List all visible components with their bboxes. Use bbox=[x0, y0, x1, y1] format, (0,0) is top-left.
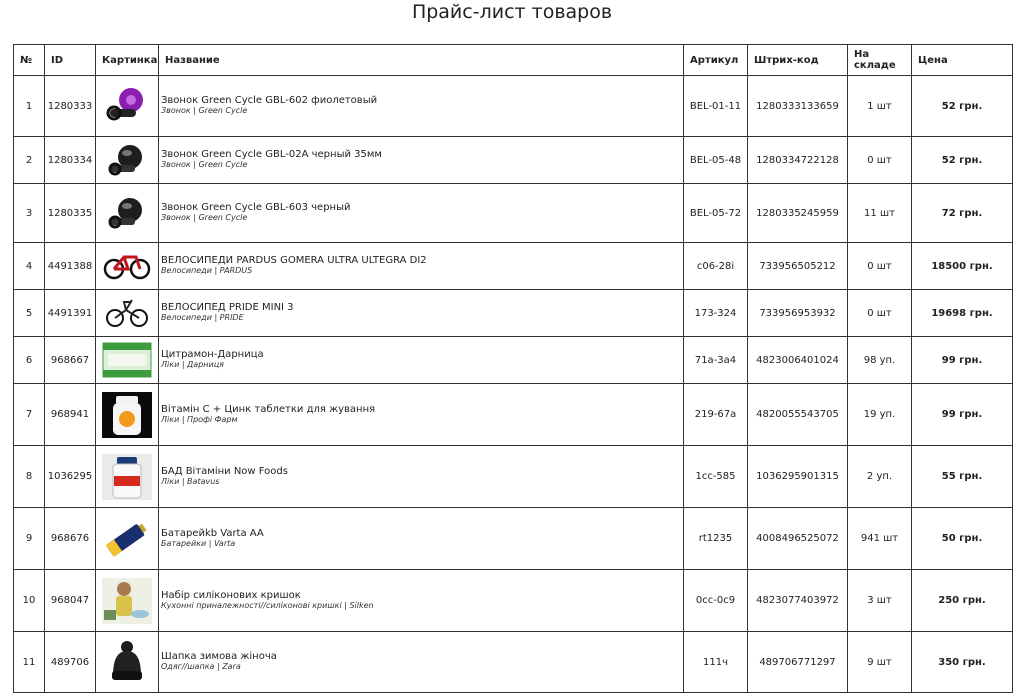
product-image bbox=[96, 76, 159, 137]
product-sku: BEL-05-72 bbox=[684, 184, 748, 243]
product-name-cell bbox=[159, 290, 684, 337]
product-stock: 0 шт bbox=[848, 137, 912, 184]
product-sku: 173-324 bbox=[684, 290, 748, 337]
product-name: ВЕЛОСИПЕД PRIDE MINI 3 bbox=[161, 302, 294, 313]
product-sku: 219-67a bbox=[684, 384, 748, 446]
col-sku-header: Артикул bbox=[684, 45, 748, 76]
product-image bbox=[96, 184, 159, 243]
row-id: 1280333 bbox=[45, 76, 96, 137]
product-barcode: 733956505212 bbox=[748, 243, 848, 290]
product-price: 99 грн. bbox=[912, 337, 1013, 384]
battery-icon bbox=[96, 516, 158, 562]
product-stock: 98 уп. bbox=[848, 337, 912, 384]
row-num: 1 bbox=[14, 76, 45, 137]
row-id: 968941 bbox=[45, 384, 96, 446]
product-category: Ліки | Дарниця bbox=[161, 360, 224, 369]
product-barcode: 4823006401024 bbox=[748, 337, 848, 384]
table-row bbox=[14, 290, 1013, 337]
col-image-header: Картинка bbox=[96, 45, 159, 76]
product-name-cell bbox=[159, 384, 684, 446]
row-num: 9 bbox=[14, 508, 45, 570]
table-row bbox=[14, 570, 1013, 632]
product-name: БАД Вітаміни Now Foods bbox=[161, 465, 288, 477]
row-id: 968667 bbox=[45, 337, 96, 384]
product-name: Звонок Green Cycle GBL-603 черный bbox=[161, 202, 351, 213]
product-name-cell bbox=[159, 570, 684, 632]
product-name-cell bbox=[159, 508, 684, 570]
page-title: Прайс-лист товаров bbox=[411, 1, 613, 23]
product-name-cell bbox=[159, 243, 684, 290]
road-bike-icon bbox=[96, 243, 158, 289]
product-name: ВЕЛОСИПЕДИ PARDUS GOMERA ULTRA ULTEGRA DI2 bbox=[161, 255, 427, 266]
product-category: Велосипеди | PARDUS bbox=[161, 266, 253, 275]
product-sku: BEL-01-11 bbox=[684, 76, 748, 137]
product-price: 250 грн. bbox=[912, 570, 1013, 632]
product-image bbox=[96, 137, 159, 184]
row-id: 4491391 bbox=[45, 290, 96, 337]
product-category: Одяг//шапка | Zara bbox=[161, 662, 241, 671]
product-sku: c06-28i bbox=[684, 243, 748, 290]
product-barcode: 1280335245959 bbox=[748, 184, 848, 243]
col-id-header: ID bbox=[45, 45, 96, 76]
row-num: 2 bbox=[14, 137, 45, 184]
black-bell-icon bbox=[96, 190, 158, 236]
table-row bbox=[14, 76, 1013, 137]
table-row bbox=[14, 184, 1013, 243]
row-id: 968676 bbox=[45, 508, 96, 570]
col-stock-header: На складе bbox=[848, 45, 912, 76]
product-category: Звонок | Green Cycle bbox=[161, 213, 248, 222]
product-name: Набір силіконових кришок bbox=[161, 589, 301, 601]
row-id: 1280334 bbox=[45, 137, 96, 184]
pill-pack-icon bbox=[96, 337, 158, 383]
product-category: Кухонні приналежності//силіконові кришкі | Silken bbox=[161, 600, 374, 610]
row-num: 11 bbox=[14, 632, 45, 693]
purple-bell-icon bbox=[96, 83, 158, 129]
black-bell-icon bbox=[96, 137, 158, 183]
row-num: 3 bbox=[14, 184, 45, 243]
row-num: 8 bbox=[14, 446, 45, 508]
product-name-cell bbox=[159, 184, 684, 243]
product-name: Шапка зимова жіноча bbox=[161, 651, 277, 662]
table-row bbox=[14, 446, 1013, 508]
table-row bbox=[14, 337, 1013, 384]
col-price-header: Цена bbox=[912, 45, 1013, 76]
product-stock: 2 уп. bbox=[848, 446, 912, 508]
winter-hat-icon bbox=[96, 639, 158, 685]
product-name: Батарейkb Varta AA bbox=[161, 527, 264, 539]
supplement-bottle-icon bbox=[96, 454, 158, 500]
product-stock: 3 шт bbox=[848, 570, 912, 632]
row-id: 1280335 bbox=[45, 184, 96, 243]
product-barcode: 4008496525072 bbox=[748, 508, 848, 570]
product-stock: 11 шт bbox=[848, 184, 912, 243]
product-image bbox=[96, 446, 159, 508]
row-num: 4 bbox=[14, 243, 45, 290]
product-price: 18500 грн. bbox=[912, 243, 1013, 290]
product-image bbox=[96, 290, 159, 337]
product-name: Вітамін С + Цинк таблетки для жування bbox=[161, 403, 376, 415]
product-stock: 9 шт bbox=[848, 632, 912, 693]
product-name-cell bbox=[159, 137, 684, 184]
table-row bbox=[14, 137, 1013, 184]
product-image bbox=[96, 384, 159, 446]
row-num: 5 bbox=[14, 290, 45, 337]
product-name-cell bbox=[159, 76, 684, 137]
kitchen-photo-icon bbox=[96, 578, 158, 624]
table-row bbox=[14, 632, 1013, 693]
product-sku: rt1235 bbox=[684, 508, 748, 570]
row-id: 1036295 bbox=[45, 446, 96, 508]
table-row bbox=[14, 508, 1013, 570]
product-name: Звонок Green Cycle GBL-602 фиолетовый bbox=[161, 95, 378, 106]
product-sku: 1cc-585 bbox=[684, 446, 748, 508]
product-category: Ліки | Профі Фарм bbox=[161, 414, 238, 424]
product-price: 99 грн. bbox=[912, 384, 1013, 446]
col-name-header: Название bbox=[159, 45, 684, 76]
product-sku: 71a-3a4 bbox=[684, 337, 748, 384]
product-image bbox=[96, 508, 159, 570]
product-name-cell bbox=[159, 446, 684, 508]
table-row bbox=[14, 384, 1013, 446]
folding-bike-icon bbox=[96, 290, 158, 336]
row-num: 10 bbox=[14, 570, 45, 632]
product-name: Звонок Green Cycle GBL-02A черный 35мм bbox=[161, 149, 382, 160]
table-row bbox=[14, 243, 1013, 290]
product-price: 350 грн. bbox=[912, 632, 1013, 693]
product-category: Звонок | Green Cycle bbox=[161, 106, 248, 115]
product-image bbox=[96, 570, 159, 632]
product-barcode: 4820055543705 bbox=[748, 384, 848, 446]
product-category: Ліки | Batavus bbox=[161, 476, 220, 486]
product-barcode: 4823077403972 bbox=[748, 570, 848, 632]
product-price: 52 грн. bbox=[912, 137, 1013, 184]
product-name-cell bbox=[159, 337, 684, 384]
row-num: 7 bbox=[14, 384, 45, 446]
product-barcode: 1036295901315 bbox=[748, 446, 848, 508]
product-stock: 19 уп. bbox=[848, 384, 912, 446]
product-name: Цитрамон-Дарница bbox=[161, 349, 264, 360]
product-stock: 0 шт bbox=[848, 290, 912, 337]
product-image bbox=[96, 632, 159, 693]
product-category: Велосипеди | PRIDE bbox=[161, 313, 244, 322]
col-barcode-header: Штрих-код bbox=[748, 45, 848, 76]
row-id: 489706 bbox=[45, 632, 96, 693]
product-price: 52 грн. bbox=[912, 76, 1013, 137]
product-barcode: 489706771297 bbox=[748, 632, 848, 693]
product-barcode: 1280333133659 bbox=[748, 76, 848, 137]
product-sku: 111ч bbox=[684, 632, 748, 693]
product-category: Звонок | Green Cycle bbox=[161, 160, 248, 169]
product-price: 55 грн. bbox=[912, 446, 1013, 508]
product-barcode: 1280334722128 bbox=[748, 137, 848, 184]
product-category: Батарейки | Varta bbox=[161, 538, 236, 548]
price-list-table bbox=[13, 44, 1013, 693]
product-name-cell bbox=[159, 632, 684, 693]
product-sku: 0cc-0c9 bbox=[684, 570, 748, 632]
product-price: 72 грн. bbox=[912, 184, 1013, 243]
table-header-row bbox=[14, 45, 1013, 76]
product-stock: 941 шт bbox=[848, 508, 912, 570]
vitamin-jar-icon bbox=[96, 392, 158, 438]
product-sku: BEL-05-48 bbox=[684, 137, 748, 184]
col-num-header: № bbox=[14, 45, 45, 76]
row-id: 968047 bbox=[45, 570, 96, 632]
product-image bbox=[96, 243, 159, 290]
row-id: 4491388 bbox=[45, 243, 96, 290]
product-price: 50 грн. bbox=[912, 508, 1013, 570]
product-stock: 1 шт bbox=[848, 76, 912, 137]
product-stock: 0 шт bbox=[848, 243, 912, 290]
row-num: 6 bbox=[14, 337, 45, 384]
product-barcode: 733956953932 bbox=[748, 290, 848, 337]
product-image bbox=[96, 337, 159, 384]
product-price: 19698 грн. bbox=[912, 290, 1013, 337]
